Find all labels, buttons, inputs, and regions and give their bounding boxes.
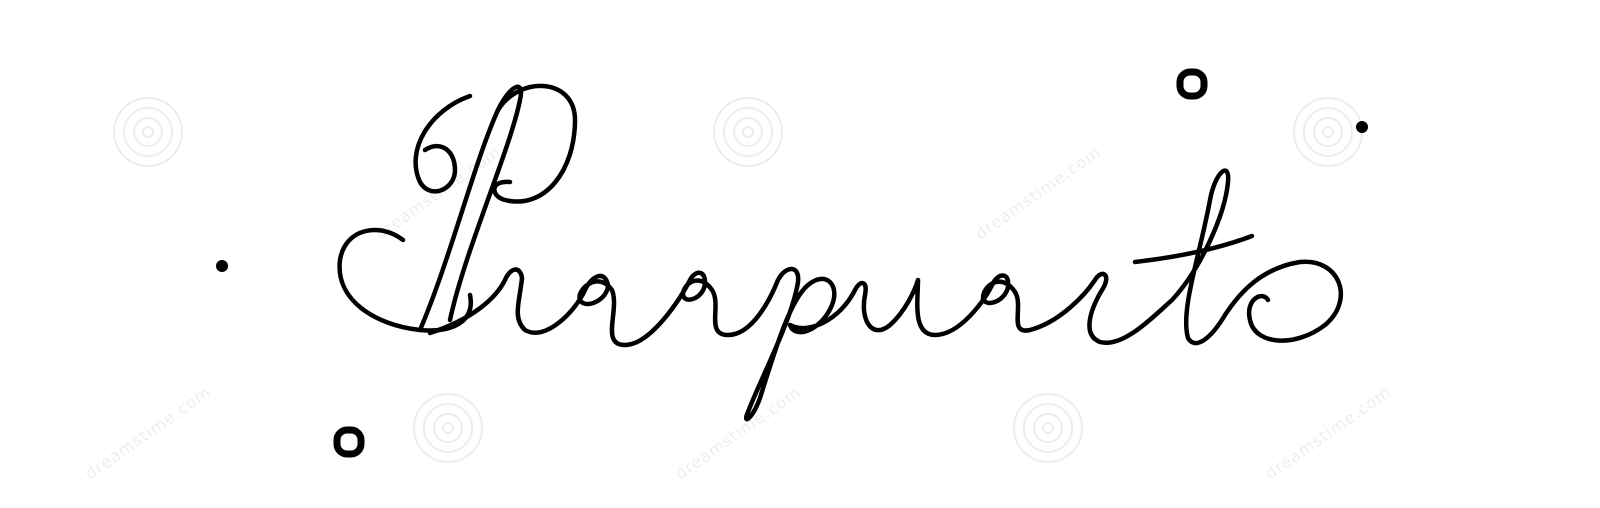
watermark-text: dreamstime.com	[81, 382, 215, 484]
watermark-spiral-icon	[1294, 98, 1362, 166]
dot-icon	[216, 260, 228, 272]
watermark-spiral-icon	[714, 98, 782, 166]
lettering-word	[340, 86, 1341, 419]
watermark-layer	[81, 98, 1394, 483]
watermark-spiral-icon	[414, 394, 482, 462]
watermark-spiral-icon	[114, 98, 182, 166]
ring-icon	[337, 430, 361, 454]
watermark-text: dreamstime.com	[671, 382, 805, 484]
watermark-text: dreamstime.com	[371, 142, 505, 244]
watermark-text: dreamstime.com	[971, 142, 1105, 244]
watermark-spiral-icon	[1014, 394, 1082, 462]
dot-icon	[1356, 121, 1368, 133]
ring-icon	[1180, 72, 1204, 96]
letter-t-crossbar	[1135, 236, 1252, 262]
letters-resupuesto	[430, 171, 1341, 419]
watermark-text: dreamstime.com	[1261, 382, 1395, 484]
